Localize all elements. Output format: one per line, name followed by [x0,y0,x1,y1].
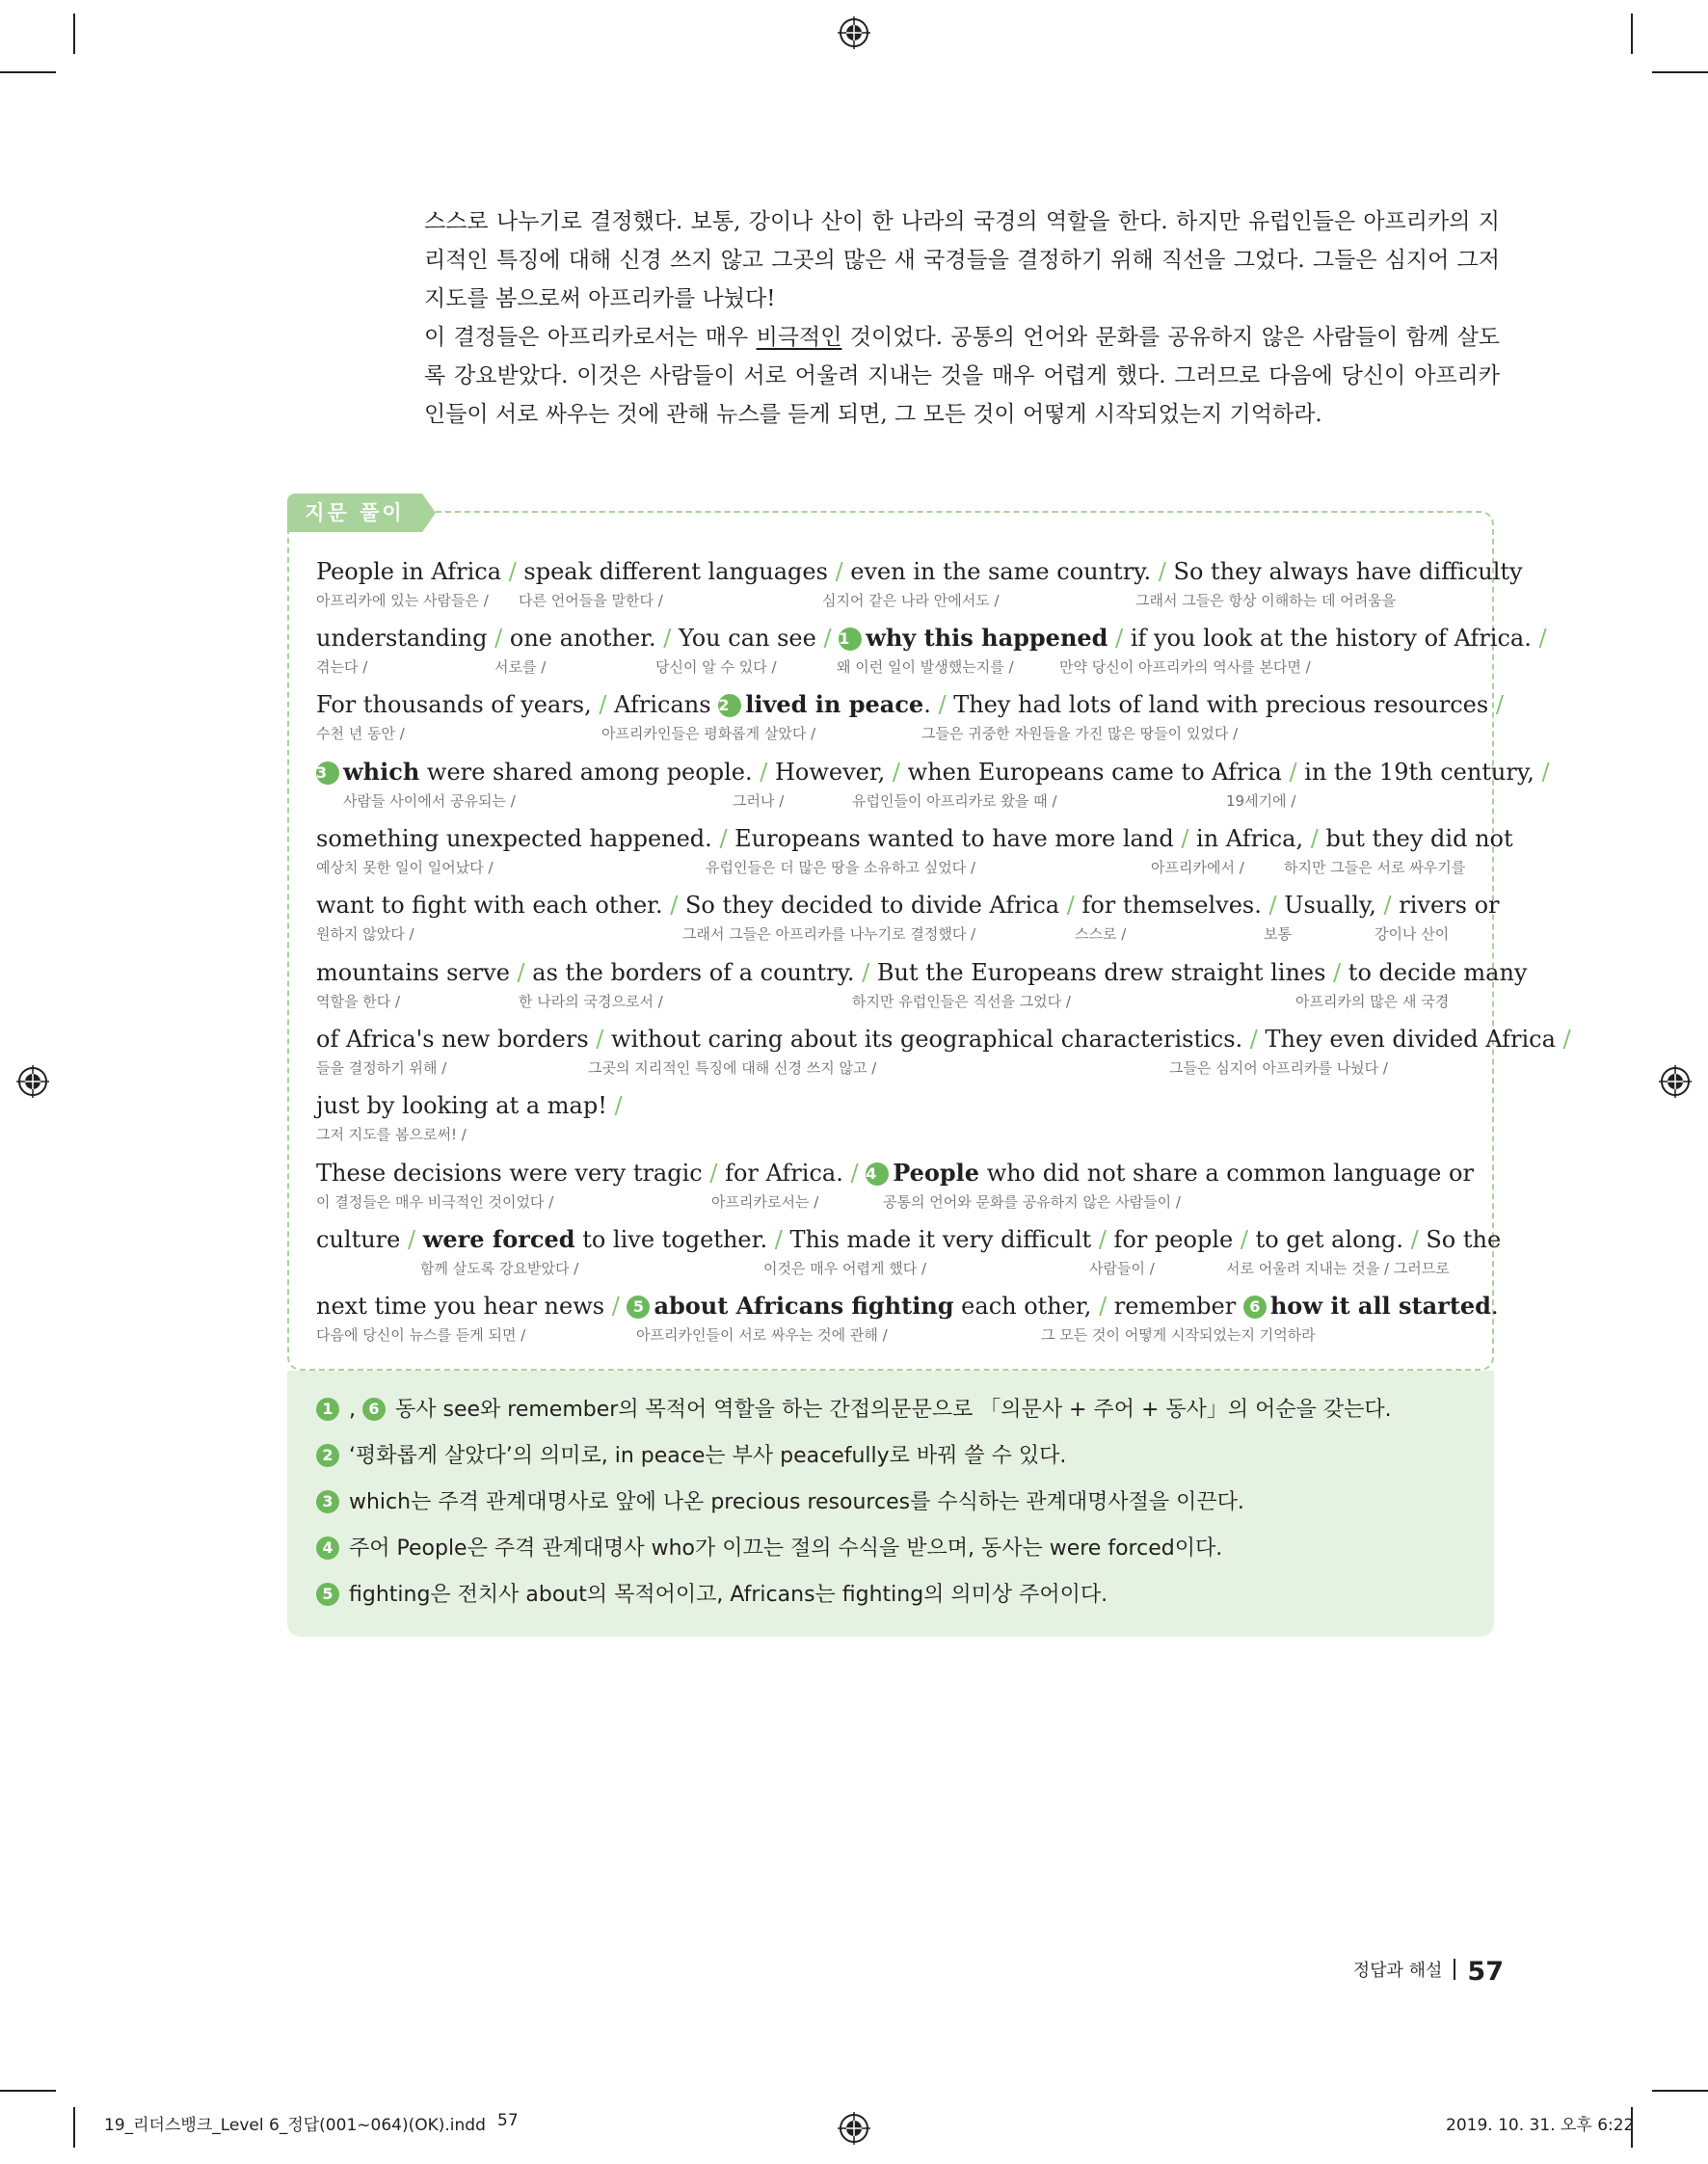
english-chunk [1108,625,1115,652]
passage-line [316,622,1547,683]
number-badge: 5 [316,1583,339,1606]
english-chunk: speak different languages [516,558,836,585]
slash-separator: / [892,759,901,786]
slash-separator: / [823,625,832,652]
gloss-chunk: 아프리카인들이 서로 싸우는 것에 관해 / [636,1326,888,1344]
english-sentence [316,1290,1499,1322]
english-sentence [316,555,1523,588]
english-chunk [859,1160,867,1187]
english-chunk: for themselves. [1074,892,1269,919]
english-chunk: as the borders of a country. [524,959,863,986]
english-chunk: So the [1418,1226,1502,1253]
korean-gloss [316,1124,1469,1147]
highlighted-phrase: People [893,1159,980,1187]
number-badge: 3 [316,1490,339,1513]
gloss-chunk: 유럽인들은 더 많은 땅을 소유하고 싶었다 / [706,859,975,876]
english-chunk: mountains serve [316,959,518,986]
slash-separator: / [1099,1293,1108,1320]
passage-line [316,555,1523,617]
slash-separator: / [862,959,870,986]
footer-divider [1454,1959,1455,1980]
english-chunk: to live together. [574,1226,775,1253]
english-chunk: You can see [671,625,824,652]
gloss-chunk: 유럽인들이 아프리카로 왔을 때 / [852,792,1057,810]
translation-fragment: 것이었다. 공통의 언어와 문화를 공유하지 않은 사람들이 함께 살도록 강요받았다. 이것은 사람들이 서로 어울려 지내는 것을 매우 어렵게 했다. 그러므로 다음에 당신이 아프리카인들이 서로 싸우는 것에 관해 뉴스를 듣게 되면, 그 모든 것이 어떻게 시작되었는지 기억하라. [424,325,1501,427]
slash-separator: / [670,892,679,919]
note-text: 주어 People은 주격 관계대명사 who가 이끄는 절의 수식을 받으며, 동사는 were forced이다. [349,1536,1223,1561]
gloss-chunk: 한 나라의 국경으로서 / [519,993,663,1010]
passage-line [316,822,1513,884]
passage-line [316,889,1500,950]
english-sentence [316,756,1550,788]
slash-separator: / [611,1293,620,1320]
registration-mark-icon [1659,1065,1692,1098]
gloss-chunk: 강이나 산이 [1374,925,1450,943]
gloss-chunk: 이 결정들은 매우 비극적인 것이었다 / [316,1193,554,1211]
slash-separator: / [508,558,517,585]
english-chunk: But the Europeans drew straight lines [869,959,1334,986]
number-badge: 4 [316,1536,339,1560]
registration-mark-icon [16,1065,49,1098]
gloss-chunk: 스스로 / [1075,925,1127,943]
slug-page-number: 57 [497,2111,519,2130]
number-badge: 4 [866,1162,889,1186]
highlighted-phrase: lived in peace [745,690,924,718]
gloss-chunk: 역할을 한다 / [316,993,401,1010]
number-badge: 2 [718,694,741,717]
gloss-chunk: 다음에 당신이 뉴스를 듣게 되면 / [316,1326,526,1344]
english-chunk: something unexpected happened. [316,825,720,852]
english-chunk: culture [316,1226,408,1253]
number-badge: 3 [316,761,339,785]
english-chunk: were shared among people. [419,759,761,786]
english-chunk: . [923,691,939,718]
english-chunk: when Europeans came to Africa [900,759,1290,786]
passage-line [316,688,1504,750]
gloss-chunk: 아프리카인들은 평화롭게 살았다 / [601,725,816,742]
english-chunk: even in the same country. [842,558,1159,585]
gloss-chunk: 왜 이런 일이 발생했는지를 / [837,658,1014,676]
gloss-chunk: 하지만 유럽인들은 직선을 그었다 / [852,993,1071,1010]
passage-line [316,956,1528,1018]
gloss-chunk: 사람들 사이에서 공유되는 / [343,792,516,810]
gloss-chunk: 그들은 귀중한 자원들을 가진 많은 땅들이 있었다 / [921,725,1239,742]
gloss-chunk: 들을 결정하기 위해 / [316,1059,447,1077]
korean-gloss [316,1324,1469,1348]
slash-separator: / [850,1160,859,1187]
english-chunk: People in Africa [316,558,509,585]
number-badge: 1 [839,628,862,651]
gloss-chunk: 겪는다 / [316,658,368,676]
english-chunk: in Africa, [1188,825,1311,852]
korean-gloss [316,1057,1469,1081]
english-sentence [316,1223,1502,1256]
slash-separator: / [663,625,672,652]
slash-separator: / [1410,1226,1419,1253]
slash-separator: / [760,759,768,786]
note-text: fighting은 전치사 about의 목적어이고, Africans는 fighting의 의미상 주어이다. [349,1583,1108,1607]
english-chunk: They even divided Africa [1257,1026,1563,1053]
slash-separator: / [774,1226,783,1253]
registration-mark-icon [838,2112,870,2145]
english-chunk: of Africa's new borders [316,1026,597,1053]
gloss-chunk: 19세기에 / [1226,792,1296,810]
slash-separator: / [599,691,607,718]
note-separator: , [349,1398,362,1422]
english-chunk: to decide many [1341,959,1528,986]
english-chunk: Usually, [1276,892,1384,919]
highlighted-phrase: were forced [422,1225,575,1253]
korean-gloss [316,923,1469,947]
korean-gloss [316,656,1469,680]
gloss-chunk: 그래서 그들은 항상 이해하는 데 어려움을 [1135,592,1397,609]
english-sentence [316,1157,1474,1189]
korean-gloss [316,1258,1469,1281]
number-badge: 2 [316,1444,339,1467]
english-sentence [316,889,1500,922]
gloss-chunk: 서로 어울려 지내는 것을 / 그러므로 [1226,1260,1450,1277]
highlighted-phrase: how it all started [1269,1292,1491,1320]
gloss-chunk: 하지만 그들은 서로 싸우기를 [1284,859,1466,876]
english-chunk: However, [767,759,893,786]
slash-separator: / [1562,1026,1571,1053]
english-chunk: if you look at the history of Africa. [1123,625,1539,652]
slash-separator: / [596,1026,604,1053]
gloss-chunk: 서로를 / [494,658,547,676]
korean-gloss [316,991,1469,1014]
gloss-chunk: 함께 살도록 강요받았다 / [420,1260,579,1277]
slash-separator: / [1249,1026,1258,1053]
slash-separator: / [614,1092,623,1119]
slash-separator: / [517,959,525,986]
korean-gloss [316,857,1469,880]
slash-separator: / [709,1160,718,1187]
gloss-chunk: 그들은 심지어 아프리카를 나눴다 / [1169,1059,1388,1077]
slash-separator: / [407,1226,416,1253]
gloss-chunk: 원하지 않았다 / [316,925,414,943]
number-badge: 5 [627,1296,650,1319]
slash-separator: / [719,825,728,852]
english-chunk [620,1293,627,1320]
note-text: which는 주격 관계대명사로 앞에 나온 precious resources를 수식하는 관계대명사절을 이끈다. [349,1490,1244,1514]
note-text: ‘평화롭게 살았다’의 의미로, in peace는 부사 peacefully로 바꿔 쓸 수 있다. [349,1444,1067,1468]
gloss-chunk: 아프리카로서는 / [711,1193,819,1211]
passage-line [316,756,1550,817]
english-chunk: So they decided to divide Africa [678,892,1067,919]
page-footer [1349,1957,1504,1995]
gloss-chunk: 아프리카에 있는 사람들은 / [316,592,489,609]
english-sentence [316,1089,1469,1122]
slash-separator: / [1495,691,1504,718]
page-number: 57 [1467,1957,1504,1987]
grammar-note [316,1486,1463,1519]
crop-mark [73,13,75,54]
translation-fragment: 이 결정들은 아프리카로서는 매우 [424,325,757,350]
grammar-note [316,1533,1463,1565]
highlighted-phrase: about Africans fighting [654,1292,954,1320]
slash-separator: / [1541,759,1550,786]
english-chunk: each other, [953,1293,1100,1320]
slash-separator: / [1310,825,1319,852]
slash-separator: / [1538,625,1547,652]
gloss-chunk: 아프리카에서 / [1151,859,1244,876]
passage-line [316,1157,1474,1218]
english-chunk: So they always have difficulty [1165,558,1523,585]
slash-separator: / [1181,825,1189,852]
slash-separator: / [1383,892,1392,919]
gloss-chunk: 보통 [1264,925,1292,943]
crop-mark [0,2090,56,2092]
gloss-chunk: 그래서 그들은 아프리카를 나누기로 결정했다 / [682,925,976,943]
english-chunk: in the 19th century, [1296,759,1542,786]
grammar-note [316,1440,1463,1473]
grammar-note [316,1579,1463,1612]
gloss-chunk: 만약 당신이 아프리카의 역사를 본다면 / [1059,658,1311,676]
gloss-chunk: 심지어 같은 나라 안에서도 / [822,592,1000,609]
gloss-chunk: 사람들이 / [1089,1260,1155,1277]
korean-gloss [316,790,1469,814]
english-chunk: understanding [316,625,495,652]
gloss-chunk: 수천 년 동안 / [316,725,405,742]
english-sentence [316,956,1528,989]
english-chunk: but they did not [1318,825,1513,852]
english-chunk: just by looking at a map! [316,1092,615,1119]
registration-mark-icon [838,16,870,49]
gloss-chunk: 그 모든 것이 어떻게 시작되었는지 기억하라 [1041,1326,1316,1344]
gloss-chunk: 예상치 못한 일이 일어났다 / [316,859,494,876]
passage-tab-label: 지문 풀이 [287,494,422,532]
crop-mark [1631,13,1633,54]
number-badge: 6 [362,1398,386,1421]
english-chunk: remember [1107,1293,1243,1320]
english-chunk: to get along. [1247,1226,1411,1253]
slash-separator: / [1158,558,1166,585]
english-sentence [316,688,1504,721]
english-chunk: rivers or [1391,892,1500,919]
english-chunk: want to fight with each other. [316,892,671,919]
number-badge: 1 [316,1398,339,1421]
gloss-chunk: 다른 언어들을 말한다 / [519,592,663,609]
underlined-word: 비극적인 [756,325,842,350]
slash-separator: / [1240,1226,1248,1253]
grammar-note [316,1394,1463,1427]
passage-line [316,1023,1571,1084]
crop-mark [1652,71,1708,73]
note-text: 동사 see와 remember의 목적어 역할을 하는 간접의문문으로 「의문사 + 주어 + 동사」의 어순을 갖는다. [395,1398,1392,1422]
english-chunk: These decisions were very tragic [316,1160,710,1187]
english-chunk: without caring about its geographical characteristics. [603,1026,1250,1053]
slash-separator: / [1066,892,1075,919]
english-chunk [415,1226,423,1253]
gloss-chunk: 공통의 언어와 문화를 공유하지 않은 사람들이 / [883,1193,1181,1211]
passage-line [316,1089,1469,1151]
translation-paragraph: 스스로 나누기로 결정했다. 보통, 강이나 산이 한 나라의 국경의 역할을 한다. 하지만 유럽인들은 아프리카의 지리적인 특징에 대해 신경 쓰지 않고 그곳의 많은 새 국경들을 결정하기 위해 직선을 그었다. 그들은 심지어 그저 지도를 봄으로써 아프리카를 나눴다! [424,209,1500,311]
gloss-chunk: 아프리카의 많은 새 국경 [1295,993,1450,1010]
slash-separator: / [938,691,947,718]
translation-text [424,202,1500,434]
number-badge: 6 [1243,1296,1267,1319]
crop-mark [73,2107,75,2148]
gloss-chunk: 그곳의 지리적인 특징에 대해 신경 쓰지 않고 / [588,1059,877,1077]
slug-filename: 19_리더스뱅크_Level 6_정답(001~064)(OK).indd [104,2116,486,2135]
english-sentence [316,622,1547,655]
english-chunk: for people [1106,1226,1241,1253]
highlighted-phrase: which [343,758,420,786]
english-chunk: For thousands of years, [316,691,600,718]
passage-line [316,1290,1499,1351]
slash-separator: / [1333,959,1342,986]
slash-separator: / [1115,625,1124,652]
english-sentence [316,822,1513,855]
passage-line [316,1223,1502,1285]
english-chunk: for Africa. [717,1160,851,1187]
english-chunk: They had lots of land with precious resources [946,691,1496,718]
slash-separator: / [494,625,503,652]
crop-mark [1652,2090,1708,2092]
gloss-chunk: 당신이 알 수 있다 / [655,658,777,676]
slash-separator: / [1289,759,1297,786]
english-chunk: who did not share a common language or [979,1160,1474,1187]
english-chunk [832,625,840,652]
gloss-chunk: 이것은 매우 어렵게 했다 / [763,1260,927,1277]
gloss-chunk: 그러나 / [733,792,785,810]
crop-mark [0,71,56,73]
slash-separator: / [835,558,843,585]
highlighted-phrase: why this happened [866,624,1108,652]
gloss-chunk: 그저 지도를 봄으로써! / [316,1126,467,1143]
korean-gloss [316,590,1469,613]
slash-separator: / [1098,1226,1107,1253]
english-chunk: This made it very difficult [782,1226,1099,1253]
translation-paragraph [424,318,1500,434]
english-sentence [316,1023,1571,1055]
english-chunk: Europeans wanted to have more land [727,825,1182,852]
english-chunk: one another. [502,625,664,652]
slug-timestamp: 2019. 10. 31. 오후 6:22 [1446,2116,1635,2135]
korean-gloss [316,1191,1469,1215]
slash-separator: / [1268,892,1277,919]
english-chunk: Africans [606,691,719,718]
english-chunk: next time you hear news [316,1293,612,1320]
footer-section-label: 정답과 해설 [1352,1961,1443,1981]
english-chunk: . [1490,1293,1499,1320]
korean-gloss [316,723,1469,746]
